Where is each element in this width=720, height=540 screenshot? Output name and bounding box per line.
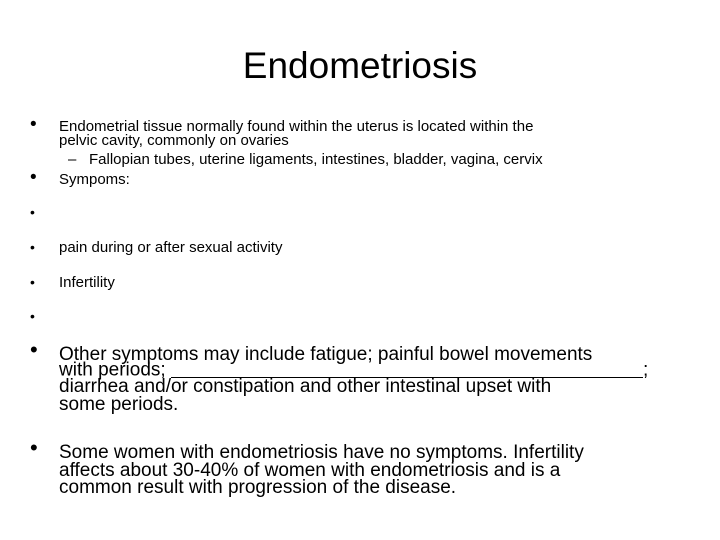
bullet-4-text: pain during or after sexual activity: [59, 239, 283, 256]
bullet-2-text: Sympoms:: [59, 171, 130, 188]
bullet-marker: •: [30, 337, 38, 362]
slide-title: Endometriosis: [242, 45, 478, 86]
bullet-marker: •: [30, 114, 37, 135]
bullet-marker: •: [30, 435, 38, 460]
bullet-1-line-2: pelvic cavity, commonly on ovaries: [59, 132, 289, 149]
bullet-1-line-1: Endometrial tissue normally found within the uterus is located within the: [59, 118, 534, 135]
bullet-7-line-1: Other symptoms may include fatigue; painful bowel movements: [59, 344, 593, 365]
bullet-7-line-2-prefix: with periods;: [59, 359, 171, 381]
bullet-marker-empty: •: [30, 204, 35, 220]
bullet-7-line-4: some periods.: [59, 394, 179, 415]
bullet-1-sub-item: Fallopian tubes, uterine ligaments, intestines, bladder, vagina, cervix: [89, 151, 543, 168]
bullet-8-line-1: Some women with endometriosis have no symptoms. Infertility: [59, 442, 584, 463]
bullet-marker-empty: •: [30, 308, 35, 324]
bullet-5-text: Infertility: [59, 274, 115, 291]
bullet-marker: •: [30, 274, 35, 290]
bullet-marker: •: [30, 167, 37, 188]
sub-bullet-dash: –: [68, 151, 77, 168]
bullet-marker: •: [30, 239, 35, 255]
bullet-7-line-3: diarrhea and/or constipation and other intestinal upset with: [59, 376, 552, 397]
bullet-8-line-3: common result with progression of the disease.: [59, 477, 457, 498]
bullet-7-line-2-suffix: ;: [642, 359, 649, 381]
bullet-8-line-2: affects about 30-40% of women with endometriosis and is a: [59, 460, 561, 481]
